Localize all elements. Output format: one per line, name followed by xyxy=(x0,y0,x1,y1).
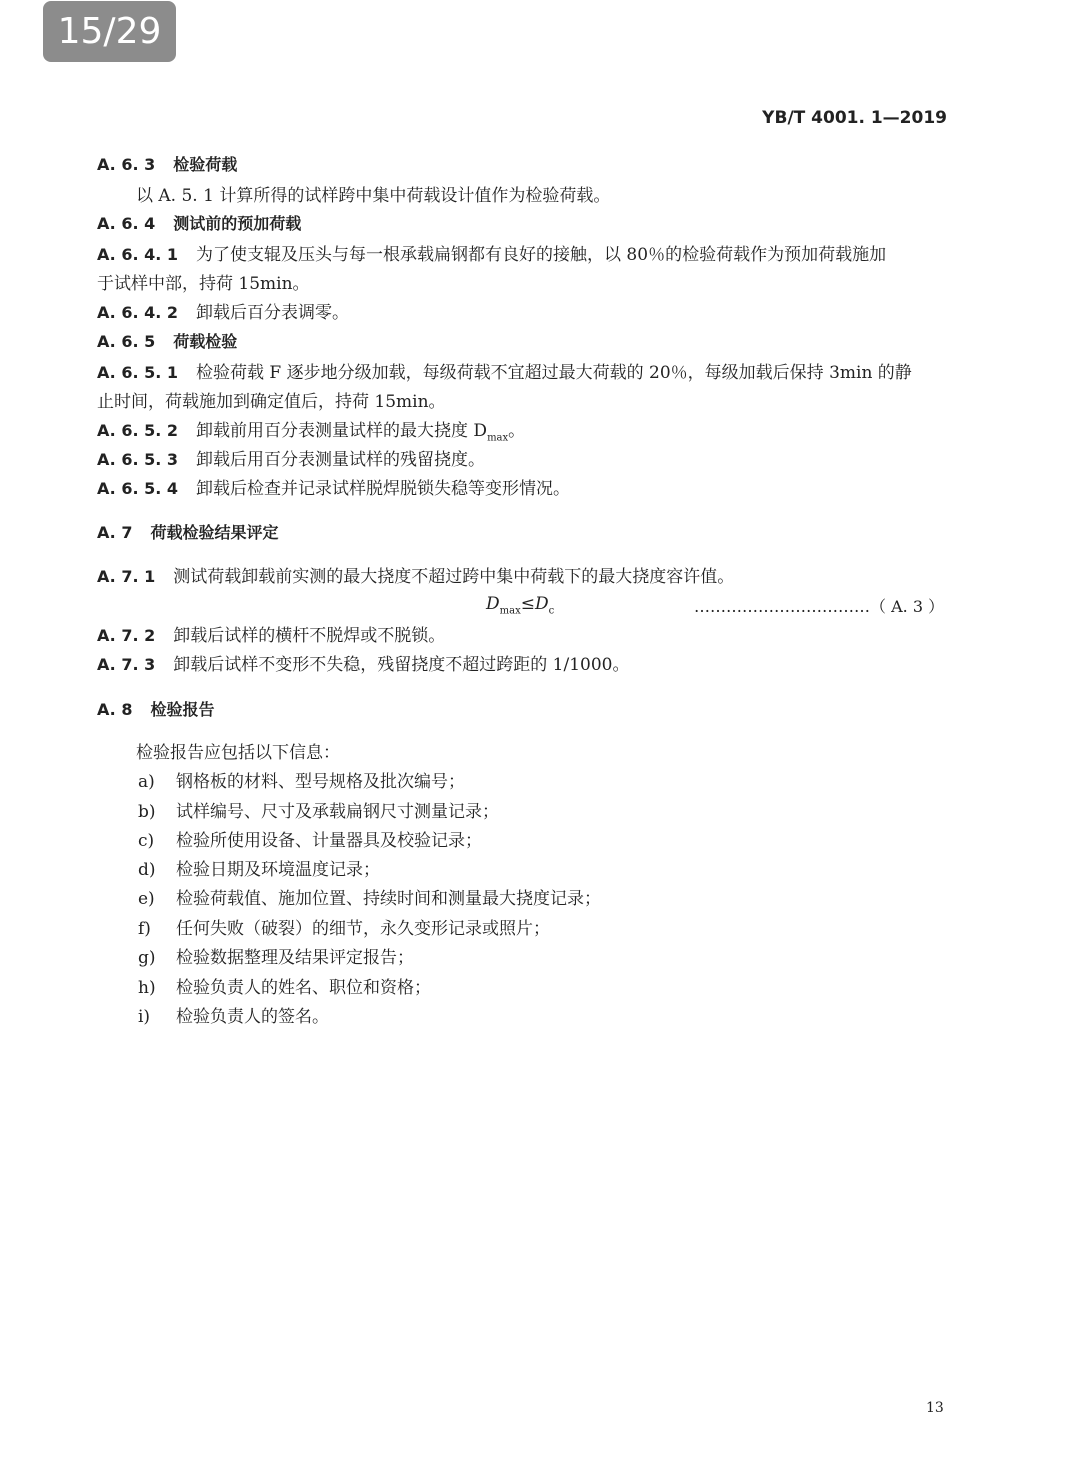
clause-a73 xyxy=(97,653,629,677)
list-text: 检验所使用设备、计量器具及校验记录； xyxy=(176,831,482,851)
clause-a641 xyxy=(97,243,886,267)
clause-text: 测试荷载卸载前实测的最大挠度不超过跨中集中荷载下的最大挠度容许值。 xyxy=(173,567,735,587)
list-item xyxy=(138,1005,329,1029)
list-label: h) xyxy=(138,978,156,998)
clause-text: 检验荷载 F 逐步地分级加载，每级荷载不宜超过最大荷载的 20％，每级加载后保持 3min 的静 xyxy=(196,363,912,383)
formula-operator: ≤ xyxy=(520,594,535,614)
clause-a641-cont: 于试样中部，持荷 15min。 xyxy=(97,274,310,294)
list-text: 检验负责人的姓名、职位和资格； xyxy=(176,978,431,998)
clause-a651-cont: 止时间，荷载施加到确定值后，持荷 15min。 xyxy=(97,392,446,412)
formula-a3 xyxy=(486,594,554,616)
clause-number: A. 6. 5. 1 xyxy=(97,363,179,382)
section-title: 荷载检验 xyxy=(173,332,238,351)
section-number: A. 6. 3 xyxy=(97,155,156,174)
clause-text: 卸载前用百分表测量试样的最大挠度 D xyxy=(196,421,488,441)
paragraph-a63: 以 A. 5. 1 计算所得的试样跨中集中荷载设计值作为检验荷载。 xyxy=(136,186,611,206)
clause-number: A. 7. 1 xyxy=(97,567,156,586)
clause-text: 卸载后试样不变形不失稳，残留挠度不超过跨距的 1/1000。 xyxy=(173,655,630,675)
heading-a7 xyxy=(97,521,278,545)
section-title: 检验报告 xyxy=(150,700,215,719)
list-text: 检验日期及环境温度记录； xyxy=(176,860,380,880)
section-title: 荷载检验结果评定 xyxy=(150,523,279,542)
formula-lhs-sub: max xyxy=(499,605,521,617)
clause-number: A. 6. 4. 2 xyxy=(97,303,179,322)
list-item xyxy=(138,800,499,824)
list-item xyxy=(138,829,482,853)
heading-a63 xyxy=(97,153,237,177)
list-label: a) xyxy=(138,772,155,792)
clause-text: 卸载后百分表调零。 xyxy=(196,303,350,323)
clause-number: A. 7. 2 xyxy=(97,626,156,645)
section-title: 测试前的预加荷载 xyxy=(173,214,302,233)
paragraph-a8-intro: 检验报告应包括以下信息： xyxy=(136,743,340,763)
list-text: 任何失败（破裂）的细节，永久变形记录或照片； xyxy=(176,919,550,939)
formula-rhs: D xyxy=(534,594,549,614)
clause-text: 卸载后用百分表测量试样的残留挠度。 xyxy=(196,450,486,470)
section-title: 检验荷载 xyxy=(173,155,238,174)
clause-a651 xyxy=(97,361,912,385)
list-label: b) xyxy=(138,802,156,822)
clause-text: 卸载后检查并记录试样脱焊脱锁失稳等变形情况。 xyxy=(196,479,571,499)
list-text: 检验负责人的签名。 xyxy=(176,1007,329,1027)
equation-number: ……………………………（ A. 3 ） xyxy=(694,597,945,616)
section-number: A. 8 xyxy=(97,700,133,719)
clause-a654 xyxy=(97,477,570,501)
list-text: 检验数据整理及结果评定报告； xyxy=(176,948,414,968)
list-item xyxy=(138,770,465,794)
list-label: g) xyxy=(138,948,156,968)
clause-text: 为了使支辊及压头与每一根承载扁钢都有良好的接触，以 80％的检验荷载作为预加荷载施加 xyxy=(196,245,887,265)
section-number: A. 6. 4 xyxy=(97,214,156,233)
section-number: A. 7 xyxy=(97,523,133,542)
heading-a8 xyxy=(97,698,214,722)
list-label: c) xyxy=(138,831,155,851)
standard-code: YB/T 4001. 1—2019 xyxy=(762,108,947,128)
clause-text: 卸载后试样的横杆不脱焊或不脱锁。 xyxy=(173,626,446,646)
list-text: 检验荷载值、施加位置、持续时间和测量最大挠度记录； xyxy=(176,889,601,909)
heading-a64 xyxy=(97,212,301,236)
section-number: A. 6. 5 xyxy=(97,332,156,351)
clause-number: A. 6. 5. 2 xyxy=(97,421,179,440)
list-item xyxy=(138,858,380,882)
list-label: d) xyxy=(138,860,156,880)
list-label: e) xyxy=(138,889,155,909)
clause-number: A. 6. 4. 1 xyxy=(97,245,179,264)
clause-a72 xyxy=(97,624,445,648)
clause-number: A. 6. 5. 4 xyxy=(97,479,179,498)
list-item xyxy=(138,887,601,911)
clause-a652 xyxy=(97,419,525,450)
list-item xyxy=(138,917,550,941)
page-number: 13 xyxy=(926,1400,944,1416)
clause-a642 xyxy=(97,301,349,325)
list-label: i) xyxy=(138,1007,151,1027)
formula-rhs-sub: c xyxy=(548,605,555,617)
formula-lhs: D xyxy=(486,594,500,614)
clause-number: A. 7. 3 xyxy=(97,655,156,674)
list-label: f) xyxy=(138,919,151,939)
page-indicator: 15/29 xyxy=(43,1,176,62)
list-item xyxy=(138,976,431,1000)
list-text: 试样编号、尺寸及承载扁钢尺寸测量记录； xyxy=(176,802,499,822)
subscript: max xyxy=(487,432,509,444)
clause-number: A. 6. 5. 3 xyxy=(97,450,179,469)
clause-tail: 。 xyxy=(508,421,526,441)
heading-a65 xyxy=(97,330,237,354)
list-item xyxy=(138,946,414,970)
clause-a71 xyxy=(97,565,734,589)
clause-a653 xyxy=(97,448,485,472)
list-text: 钢格板的材料、型号规格及批次编号； xyxy=(176,772,465,792)
